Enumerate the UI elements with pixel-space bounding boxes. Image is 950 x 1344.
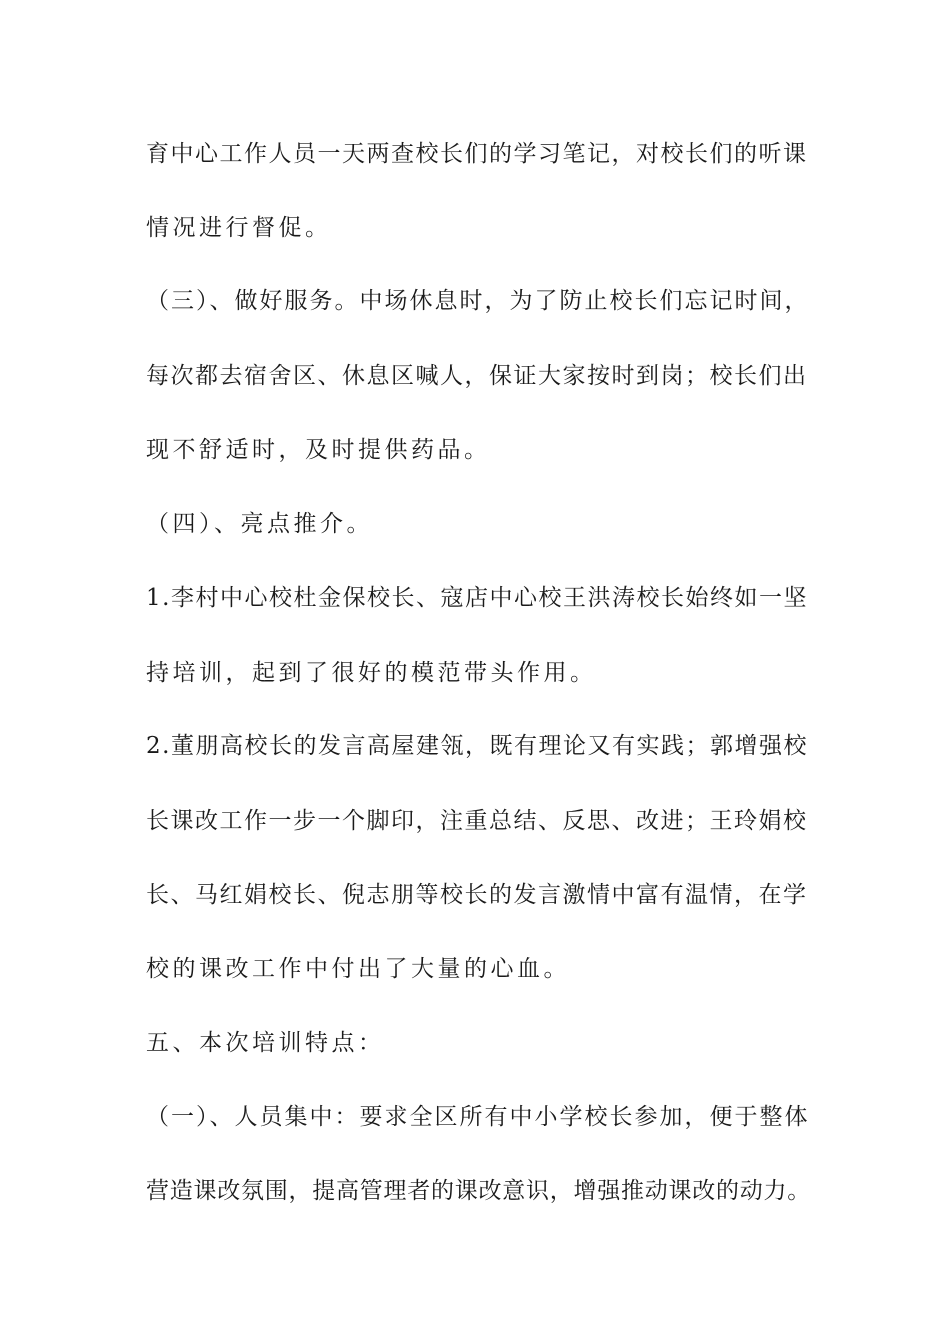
- paragraph-heading-1: （一）、人员集中：要求全区所有中小学校长参加，便于整体: [146, 1104, 810, 1130]
- list-item-2: 2.董朋高校长的发言高屋建瓴，既有理论又有实践；郭增强校: [146, 733, 808, 759]
- paragraph-heading-4: （四）、亮点推介。: [146, 511, 373, 537]
- section-heading-5: 五、本次培训特点：: [146, 1030, 385, 1056]
- text-line: 校的课改工作中付出了大量的心血。: [146, 956, 570, 982]
- text-line: 营造课改氛围，提高管理者的课改意识，增强推动课改的动力。: [146, 1178, 811, 1204]
- text-line: 长、马红娟校长、倪志朋等校长的发言激情中富有温情，在学: [146, 882, 808, 908]
- text-line: 长课改工作一步一个脚印，注重总结、反思、改进；王玲娟校: [146, 808, 808, 834]
- text-line: 情况进行督促。: [146, 215, 332, 241]
- text-line: 持培训，起到了很好的模范带头作用。: [146, 660, 597, 686]
- text-line: 每次都去宿舍区、休息区喊人，保证大家按时到岗；校长们出: [146, 363, 808, 389]
- text-line: 育中心工作人员一天两查校长们的学习笔记，对校长们的听课: [146, 141, 808, 167]
- paragraph-heading-3: （三）、做好服务。中场休息时，为了防止校长们忘记时间，: [146, 288, 810, 314]
- list-item-1: 1.李村中心校杜金保校长、寇店中心校王洪涛校长始终如一坚: [146, 585, 808, 611]
- text-line: 现不舒适时，及时提供药品。: [146, 437, 491, 463]
